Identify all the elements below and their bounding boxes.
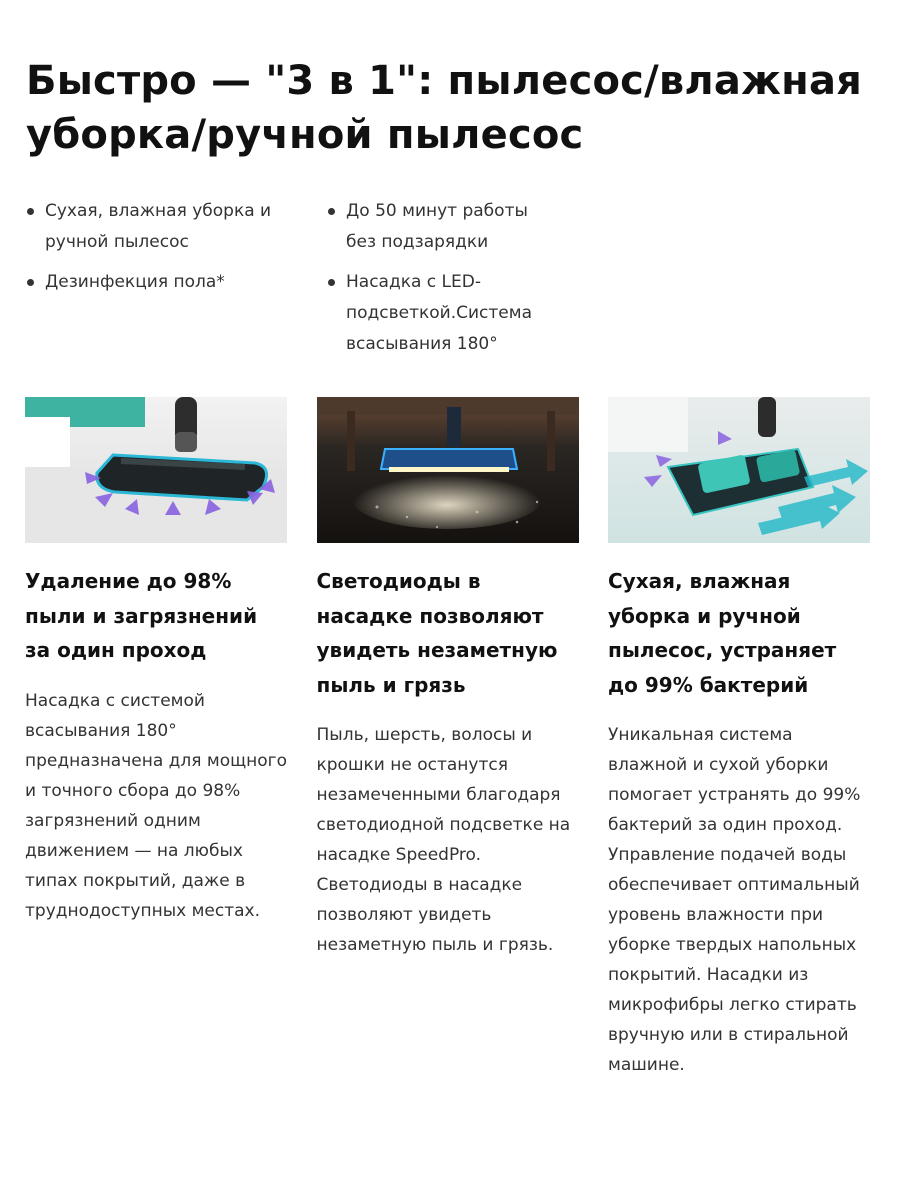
bullet-text: Дезинфекция пола* bbox=[45, 272, 225, 292]
feature-description: Уникальная система влажной и сухой уборки помогает устранять до 99% бактерий за один проход. Управление подачей воды обеспечивает оптимальный уровень влажности при уборке твердых напольных покрытий. Насадки из микрофибры легко стирать вручную или в стиральной машине. bbox=[608, 725, 861, 1075]
bullet-text: До 50 минут работы без подзарядки bbox=[346, 201, 528, 252]
feature-heading: Светодиоды в насадке позволяют увидеть незаметную пыль и грязь bbox=[316, 569, 558, 697]
bullet-dot-icon bbox=[328, 208, 335, 215]
bullet-dot-icon bbox=[27, 208, 34, 215]
feature-card-wet-dry bbox=[608, 397, 870, 1080]
vacuum-nozzle-suction-image bbox=[25, 397, 287, 543]
bullet-dot-icon bbox=[27, 279, 34, 286]
vacuum-led-light-image bbox=[317, 397, 579, 543]
feature-description: Пыль, шерсть, волосы и крошки не останутся незамеченными благодаря светодиодной подсветке на насадке SpeedPro. Светодиоды в насадке позволяют увидеть незаметную пыль и грязь. bbox=[316, 725, 571, 955]
bullet-item bbox=[26, 267, 327, 298]
vacuum-wet-cleaning-image bbox=[608, 397, 870, 543]
feature-bullets bbox=[26, 196, 886, 369]
bullet-item bbox=[327, 196, 557, 258]
page-title: Быстро — "3 в 1": пылесос/влажная уборка/ручной пылесос bbox=[26, 58, 863, 158]
bullet-item bbox=[327, 267, 557, 360]
feature-description: Насадка с системой всасывания 180° предназначена для мощного и точного сбора до 98% загрязнений одним движением — на любых типах покрытий, даже в труднодоступных местах. bbox=[25, 690, 287, 921]
feature-heading: Удаление до 98% пыли и загрязнений за один проход bbox=[25, 569, 258, 662]
bullet-text: Насадка с LED-подсветкой.Система всасывания 180° bbox=[346, 272, 532, 354]
bullet-column-right bbox=[327, 196, 557, 369]
bullet-item bbox=[26, 196, 327, 258]
bullet-text: Сухая, влажная уборка и ручной пылесос bbox=[45, 201, 272, 252]
feature-cards bbox=[25, 397, 870, 1080]
bullet-column-left bbox=[26, 196, 327, 369]
feature-card-led bbox=[317, 397, 579, 1080]
bullet-dot-icon bbox=[328, 279, 335, 286]
feature-heading: Сухая, влажная уборка и ручной пылесос, устраняет до 99% бактерий bbox=[608, 569, 837, 697]
feature-card-suction bbox=[25, 397, 287, 1080]
